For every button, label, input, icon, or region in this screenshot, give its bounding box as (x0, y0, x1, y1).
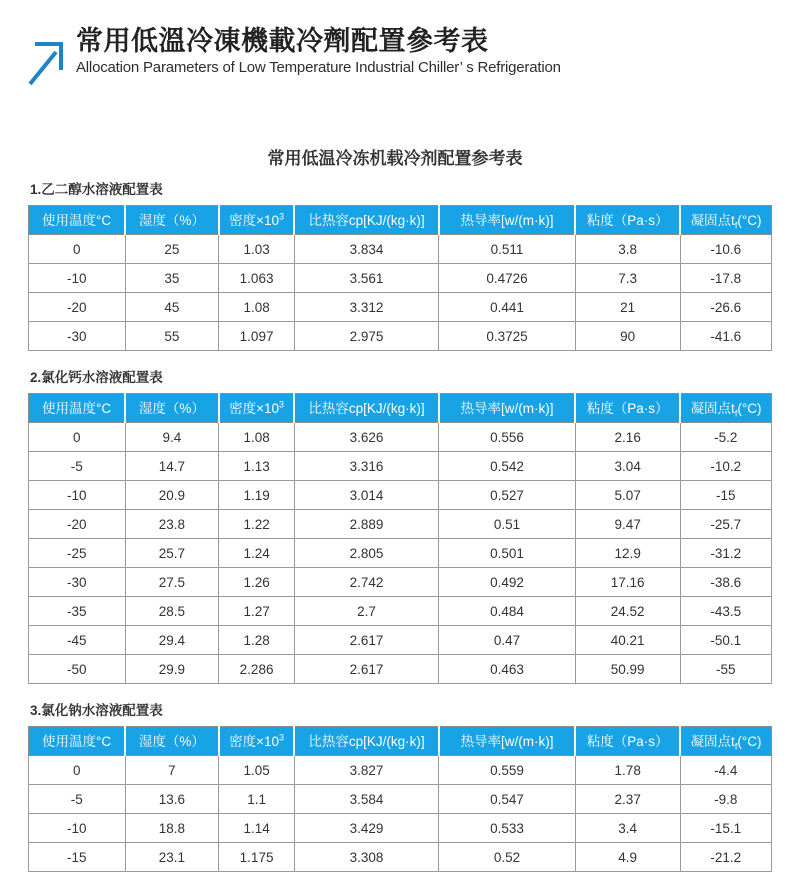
table-row (29, 510, 772, 539)
table-row (29, 597, 772, 626)
cell: 9.4 (125, 423, 219, 452)
col-specific-heat: 比热容cp[KJ/(kg·k)] (294, 394, 438, 423)
cell: 1.78 (575, 756, 680, 785)
col-humidity: 湿度（%） (125, 727, 219, 756)
section-ethylene-glycol (28, 178, 772, 351)
cell: 2.742 (294, 568, 438, 597)
section-title-3: 3.氯化钠水溶液配置表 (30, 703, 163, 718)
cell: 1.063 (219, 264, 295, 293)
cell: 1.13 (219, 452, 295, 481)
cell: -10 (29, 814, 126, 843)
cell: 14.7 (125, 452, 219, 481)
section-title-1: 1.乙二醇水溶液配置表 (30, 182, 163, 197)
cell: 7.3 (575, 264, 680, 293)
cell: -15 (29, 843, 126, 872)
col-viscosity: 粘度（Pa·s） (575, 206, 680, 235)
cell: 3.626 (294, 423, 438, 452)
col-temperature: 使用温度°C (29, 394, 126, 423)
cell: -10 (29, 264, 126, 293)
cell: 0 (29, 423, 126, 452)
cell: 1.26 (219, 568, 295, 597)
table-row (29, 756, 772, 785)
cell: -15.1 (680, 814, 771, 843)
col-temperature: 使用温度°C (29, 206, 126, 235)
cell: 1.08 (219, 293, 295, 322)
cell: 0.463 (439, 655, 576, 684)
header-row (29, 394, 772, 423)
cell: 0.484 (439, 597, 576, 626)
cell: 55 (125, 322, 219, 351)
sodium-chloride-table (28, 726, 772, 872)
cell: 1.14 (219, 814, 295, 843)
brand-header (0, 0, 790, 91)
cell: 3.4 (575, 814, 680, 843)
cell: -10.2 (680, 452, 771, 481)
cell: -41.6 (680, 322, 771, 351)
cell: -31.2 (680, 539, 771, 568)
cell: 29.9 (125, 655, 219, 684)
cell: -5.2 (680, 423, 771, 452)
cell: -4.4 (680, 756, 771, 785)
cell: 0.52 (439, 843, 576, 872)
calcium-chloride-table (28, 393, 772, 684)
cell: 1.08 (219, 423, 295, 452)
cell: 23.1 (125, 843, 219, 872)
cell: 25.7 (125, 539, 219, 568)
cell: 4.9 (575, 843, 680, 872)
table-row (29, 539, 772, 568)
cell: 1.28 (219, 626, 295, 655)
col-viscosity: 粘度（Pa·s） (575, 727, 680, 756)
cell: 45 (125, 293, 219, 322)
section-calcium-chloride (28, 366, 772, 684)
cell: -20 (29, 293, 126, 322)
cell: 25 (125, 235, 219, 264)
cell: 0 (29, 235, 126, 264)
cell: 2.7 (294, 597, 438, 626)
cell: 28.5 (125, 597, 219, 626)
cell: 9.47 (575, 510, 680, 539)
col-specific-heat: 比热容cp[KJ/(kg·k)] (294, 727, 438, 756)
ethylene-glycol-table (28, 205, 772, 351)
col-freezing-point: 凝固点$t_f(^\circ C)$ (680, 727, 771, 756)
cell: 12.9 (575, 539, 680, 568)
col-viscosity: 粘度（Pa·s） (575, 394, 680, 423)
table-row (29, 452, 772, 481)
doc-title: 常用低温冷冻机载冷剂配置参考表 (267, 149, 523, 168)
cell: 2.889 (294, 510, 438, 539)
brand-title: 常用低溫冷凍機載冷劑配置參考表 (76, 26, 489, 56)
cell: 20.9 (125, 481, 219, 510)
cell: 0.51 (439, 510, 576, 539)
cell: 27.5 (125, 568, 219, 597)
cell: 3.316 (294, 452, 438, 481)
cell: 0.556 (439, 423, 576, 452)
cell: -50.1 (680, 626, 771, 655)
cell: 1.24 (219, 539, 295, 568)
section-sodium-chloride (28, 699, 772, 872)
brand-subtitle: Allocation Parameters of Low Temperature Industrial Chiller’ s Refrigeration (76, 59, 561, 77)
cell: 24.52 (575, 597, 680, 626)
cell: 0.547 (439, 785, 576, 814)
cell: -5 (29, 452, 126, 481)
col-freezing-point: 凝固点$t_f(^\circ C)$ (680, 394, 771, 423)
cell: -35 (29, 597, 126, 626)
cell: 2.286 (219, 655, 295, 684)
col-density: 密度$\times 10^3$ (219, 206, 295, 235)
cell: 1.19 (219, 481, 295, 510)
cell: 90 (575, 322, 680, 351)
table-row (29, 568, 772, 597)
header-row (29, 206, 772, 235)
cell: -38.6 (680, 568, 771, 597)
cell: 23.8 (125, 510, 219, 539)
col-humidity: 湿度（%） (125, 394, 219, 423)
cell: 0.492 (439, 568, 576, 597)
cell: -25 (29, 539, 126, 568)
cell: 0.47 (439, 626, 576, 655)
table-row (29, 626, 772, 655)
table-row (29, 481, 772, 510)
cell: 3.308 (294, 843, 438, 872)
table-row (29, 814, 772, 843)
cell: -45 (29, 626, 126, 655)
cell: 13.6 (125, 785, 219, 814)
cell: -9.8 (680, 785, 771, 814)
table-row (29, 655, 772, 684)
cell: 2.16 (575, 423, 680, 452)
cell: 3.8 (575, 235, 680, 264)
cell: 5.07 (575, 481, 680, 510)
cell: 2.805 (294, 539, 438, 568)
cell: -30 (29, 322, 126, 351)
cell: 17.16 (575, 568, 680, 597)
cell: -30 (29, 568, 126, 597)
cell: 3.312 (294, 293, 438, 322)
cell: 1.175 (219, 843, 295, 872)
col-temperature: 使用温度°C (29, 727, 126, 756)
cell: -10.6 (680, 235, 771, 264)
cell: 3.014 (294, 481, 438, 510)
cell: 0 (29, 756, 126, 785)
table-row (29, 423, 772, 452)
col-thermal-conductivity: 热导率[w/(m·k)] (439, 394, 576, 423)
cell: 3.561 (294, 264, 438, 293)
cell: -15 (680, 481, 771, 510)
cell: 1.27 (219, 597, 295, 626)
cell: 3.834 (294, 235, 438, 264)
header-row (29, 727, 772, 756)
table-row (29, 235, 772, 264)
cell: 2.975 (294, 322, 438, 351)
cell: -17.8 (680, 264, 771, 293)
col-thermal-conductivity: 热导率[w/(m·k)] (439, 206, 576, 235)
cell: 3.429 (294, 814, 438, 843)
cell: 0.542 (439, 452, 576, 481)
cell: -55 (680, 655, 771, 684)
table-row (29, 322, 772, 351)
cell: -21.2 (680, 843, 771, 872)
table-row (29, 293, 772, 322)
cell: 0.511 (439, 235, 576, 264)
section-title-2: 2.氯化钙水溶液配置表 (30, 370, 163, 385)
arrow-up-right-icon (27, 38, 65, 91)
cell: 50.99 (575, 655, 680, 684)
col-specific-heat: 比热容cp[KJ/(kg·k)] (294, 206, 438, 235)
cell: 0.441 (439, 293, 576, 322)
cell: 18.8 (125, 814, 219, 843)
cell: -43.5 (680, 597, 771, 626)
cell: 35 (125, 264, 219, 293)
cell: 0.4726 (439, 264, 576, 293)
cell: -50 (29, 655, 126, 684)
cell: 3.04 (575, 452, 680, 481)
cell: 1.097 (219, 322, 295, 351)
cell: 1.05 (219, 756, 295, 785)
cell: -26.6 (680, 293, 771, 322)
brand-text (76, 26, 561, 76)
cell: 0.501 (439, 539, 576, 568)
cell: 2.37 (575, 785, 680, 814)
cell: -5 (29, 785, 126, 814)
cell: 1.1 (219, 785, 295, 814)
cell: -10 (29, 481, 126, 510)
cell: 29.4 (125, 626, 219, 655)
cell: 3.584 (294, 785, 438, 814)
table-row (29, 843, 772, 872)
table-row (29, 785, 772, 814)
col-freezing-point: 凝固点$t_f(^\circ C)$ (680, 206, 771, 235)
cell: 7 (125, 756, 219, 785)
cell: 2.617 (294, 626, 438, 655)
cell: 21 (575, 293, 680, 322)
cell: 3.827 (294, 756, 438, 785)
col-density: 密度$\times 10^3$ (219, 394, 295, 423)
cell: 0.559 (439, 756, 576, 785)
col-density: 密度$\times 10^3$ (219, 727, 295, 756)
cell: 1.03 (219, 235, 295, 264)
cell: 40.21 (575, 626, 680, 655)
cell: 0.527 (439, 481, 576, 510)
cell: 0.3725 (439, 322, 576, 351)
cell: 0.533 (439, 814, 576, 843)
cell: 2.617 (294, 655, 438, 684)
col-thermal-conductivity: 热导率[w/(m·k)] (439, 727, 576, 756)
cell: -25.7 (680, 510, 771, 539)
col-humidity: 湿度（%） (125, 206, 219, 235)
cell: -20 (29, 510, 126, 539)
table-row (29, 264, 772, 293)
cell: 1.22 (219, 510, 295, 539)
